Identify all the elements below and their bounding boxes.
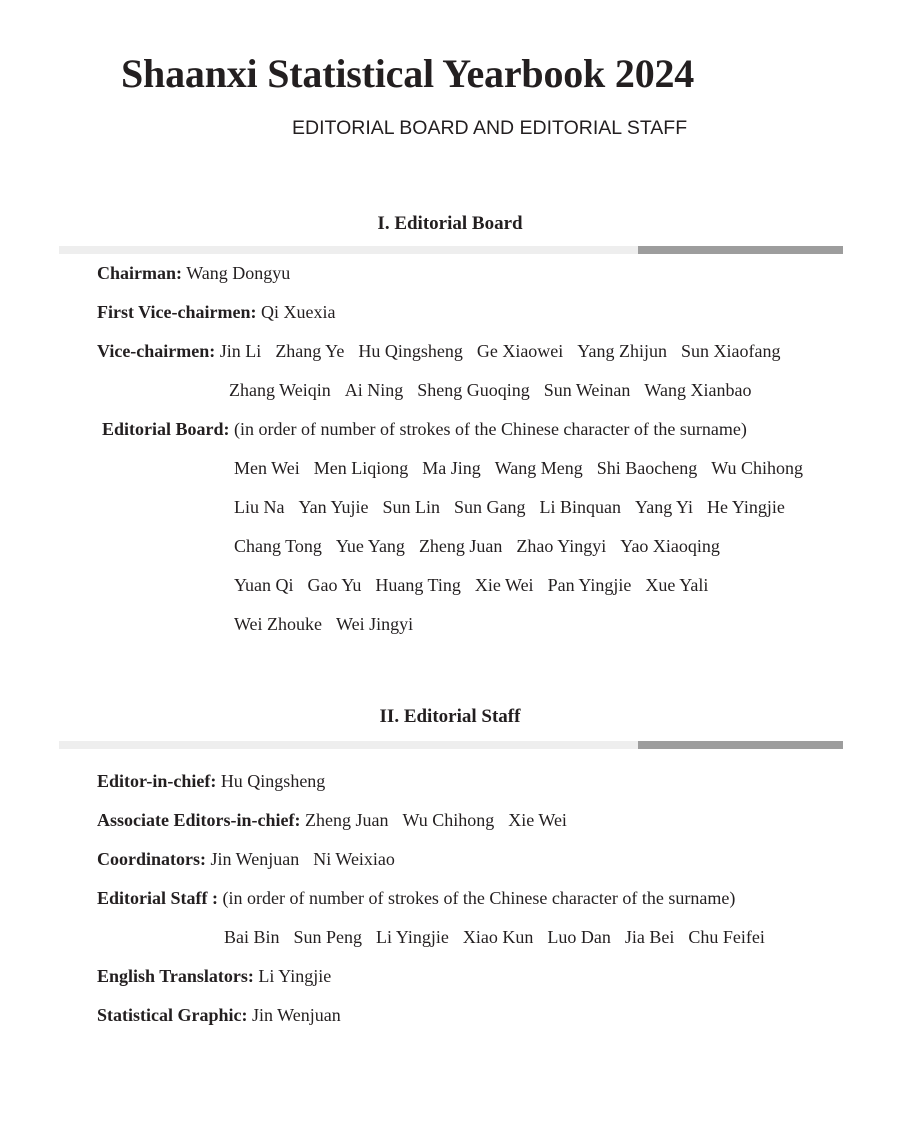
vice-chairmen-names-row2 (229, 379, 751, 401)
chairman-name: Wang Dongyu (186, 263, 291, 283)
person-name: Xue Yali (645, 575, 709, 595)
vice-chairmen-names-row1 (220, 341, 781, 361)
editorial-staff-names (224, 926, 765, 948)
person-name: Bai Bin (224, 927, 280, 947)
coordinators-label: Coordinators: (97, 849, 206, 869)
person-name: Jin Wenjuan (210, 849, 300, 869)
board-members-row3 (234, 535, 720, 557)
section-heading-editorial-board: I. Editorial Board (377, 213, 523, 234)
person-name: Xie Wei (474, 575, 534, 595)
person-name: Men Liqiong (313, 458, 409, 478)
section-divider-accent (638, 741, 843, 749)
page-title: Shaanxi Statistical Yearbook 2024 (121, 51, 695, 96)
first-vice-chairmen-line (97, 301, 335, 323)
editorial-staff-label: Editorial Staff : (97, 888, 218, 908)
person-name: Zhang Weiqin (229, 380, 331, 400)
editorial-staff-line (97, 887, 735, 909)
board-members-row4 (234, 574, 708, 596)
person-name: Wang Meng (494, 458, 583, 478)
person-name: Gao Yu (307, 575, 362, 595)
person-name: Sun Peng (293, 927, 363, 947)
person-name: Zheng Juan (418, 536, 503, 556)
person-name: Jin Li (219, 341, 262, 361)
person-name: Wei Zhouke (234, 614, 323, 634)
person-name: Luo Dan (547, 927, 611, 947)
editor-in-chief-line (97, 770, 325, 792)
chairman-line (97, 262, 290, 284)
section-divider (59, 741, 843, 749)
english-translators-label: English Translators: (97, 966, 254, 986)
english-translators-name: Li Yingjie (258, 966, 332, 986)
person-name: Sun Gang (454, 497, 526, 517)
editorial-board-members-line (102, 418, 747, 440)
page-subtitle: EDITORIAL BOARD AND EDITORIAL STAFF (292, 117, 688, 139)
person-name: Ai Ning (344, 380, 404, 400)
person-name: Zheng Juan (304, 810, 389, 830)
person-name: He Yingjie (707, 497, 785, 517)
chairman-label: Chairman: (97, 263, 182, 283)
person-name: Wei Jingyi (336, 614, 414, 634)
vice-chairmen-label: Vice-chairmen: (97, 341, 216, 361)
section-divider-accent (638, 246, 843, 254)
person-name: Li Binquan (539, 497, 622, 517)
board-members-row2 (234, 496, 785, 518)
person-name: Wang Xianbao (644, 380, 752, 400)
person-name: Xiao Kun (462, 927, 534, 947)
person-name: Ni Weixiao (313, 849, 395, 869)
person-name: Shi Baocheng (596, 458, 698, 478)
person-name: Hu Qingsheng (358, 341, 463, 361)
board-members-row5 (234, 613, 413, 635)
person-name: Sheng Guoqing (417, 380, 530, 400)
person-name: Yuan Qi (234, 575, 294, 595)
person-name: Yan Yujie (298, 497, 369, 517)
person-name: Yang Zhijun (577, 341, 667, 361)
person-name: Jia Bei (624, 927, 675, 947)
editorial-board-note: (in order of number of strokes of the Chinese character of the surname) (234, 419, 747, 439)
person-name: Wu Chihong (711, 458, 804, 478)
person-name: Chang Tong (234, 536, 322, 556)
person-name: Liu Na (234, 497, 285, 517)
person-name: Pan Yingjie (547, 575, 632, 595)
vice-chairmen-line (97, 340, 780, 362)
person-name: Ge Xiaowei (476, 341, 564, 361)
person-name: Chu Feifei (688, 927, 765, 947)
person-name: Men Wei (234, 458, 300, 478)
first-vice-chairmen-name: Qi Xuexia (260, 302, 336, 322)
person-name: Li Yingjie (376, 927, 449, 947)
associate-editors-names (305, 810, 567, 830)
editorial-board-label: Editorial Board: (102, 419, 230, 439)
coordinators-line (97, 848, 395, 870)
editor-in-chief-label: Editor-in-chief: (97, 771, 217, 791)
coordinators-names (211, 849, 395, 869)
person-name: Sun Lin (382, 497, 441, 517)
person-name: Yao Xiaoqing (620, 536, 720, 556)
section-divider (59, 246, 843, 254)
associate-editors-line (97, 809, 567, 831)
person-name: Sun Xiaofang (680, 341, 781, 361)
board-members-row1 (234, 457, 803, 479)
person-name: Yang Yi (635, 497, 694, 517)
person-name: Yue Yang (335, 536, 405, 556)
statistical-graphic-line (97, 1004, 341, 1026)
section-heading-editorial-staff: II. Editorial Staff (379, 706, 521, 727)
person-name: Xie Wei (508, 810, 567, 830)
person-name: Zhang Ye (275, 341, 345, 361)
editorial-staff-note: (in order of number of strokes of the Chinese character of the surname) (222, 888, 736, 908)
person-name: Zhao Yingyi (516, 536, 607, 556)
first-vice-chairmen-label: First Vice-chairmen: (97, 302, 257, 322)
person-name: Wu Chihong (402, 810, 495, 830)
associate-editors-label: Associate Editors-in-chief: (97, 810, 301, 830)
statistical-graphic-name: Jin Wenjuan (252, 1005, 341, 1025)
english-translators-line (97, 965, 331, 987)
person-name: Ma Jing (422, 458, 481, 478)
statistical-graphic-label: Statistical Graphic: (97, 1005, 248, 1025)
editor-in-chief-name: Hu Qingsheng (220, 771, 326, 791)
person-name: Huang Ting (375, 575, 461, 595)
person-name: Sun Weinan (543, 380, 631, 400)
